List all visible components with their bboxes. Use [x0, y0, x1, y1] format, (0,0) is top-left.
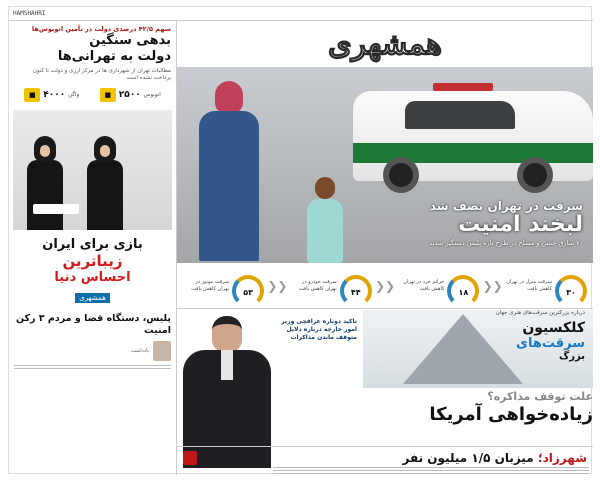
- diplomacy-headline[interactable]: [273, 390, 593, 425]
- police-car: [353, 91, 593, 181]
- louvre-headline: [516, 320, 585, 362]
- band-badge-icon: [183, 451, 197, 465]
- louvre-line3: بزرگ: [559, 351, 585, 362]
- crime-stats-row: [177, 263, 593, 309]
- woman-figure: [199, 81, 259, 263]
- louvre-story[interactable]: [363, 310, 593, 388]
- promo-tag: [33, 204, 79, 214]
- promo-photo[interactable]: [13, 110, 172, 230]
- figure-bus: [100, 88, 161, 102]
- gauge-icon: ۱۸: [447, 275, 479, 297]
- stat-item: [183, 275, 264, 297]
- light-bar: [433, 83, 493, 91]
- stat-item: [398, 275, 479, 297]
- figure-metro: [24, 88, 79, 102]
- hero-headline-block: [429, 199, 583, 247]
- stat-label: جرائم خرد در تهران کاهش یافت: [403, 279, 445, 292]
- car-window: [405, 101, 515, 129]
- wheel-icon: [517, 157, 553, 193]
- louvre-kicker: درباره بزرگترین سرقت‌های هنری جهان: [495, 310, 585, 316]
- promo-person-right: [87, 136, 123, 230]
- hero-title: لبخند امنیت: [458, 212, 583, 237]
- gauge-icon: ۴۴: [340, 275, 372, 297]
- band-prefix: شهرزاد؛: [537, 450, 587, 465]
- hero-photo[interactable]: [177, 67, 593, 263]
- lower-section: [177, 310, 593, 475]
- second-story-author: [14, 341, 171, 361]
- hero-subtitle: ۷۰ سارق خشن و مسلح در طرح تازه پلیس دستگیر شدند: [429, 239, 583, 248]
- band-text: میزبان ۱/۵ میلیون نفر: [402, 450, 534, 465]
- stat-label: سرقت خودرو در تهران کاهش یافت: [298, 279, 337, 292]
- chevron-left-icon: ❮❮: [267, 278, 288, 293]
- issue-info-left: HAMSHAHRI: [13, 10, 46, 17]
- hero-kicker: سرقت در تهران نصف شد: [429, 199, 583, 213]
- band-headline: [403, 451, 587, 465]
- figures-row: [14, 88, 171, 102]
- masthead-logo: همشهری: [328, 26, 442, 62]
- promo-brand-tag: همشهری: [75, 293, 110, 303]
- body-text-lines: [273, 467, 589, 475]
- left-column: [9, 21, 177, 475]
- promo-line2: زیباترین: [62, 252, 123, 271]
- stat-item: [506, 275, 587, 297]
- figure-bus-value: ۲۵۰۰: [118, 90, 141, 101]
- issue-info-strip: [9, 7, 593, 21]
- top-story[interactable]: [9, 21, 176, 104]
- top-story-headline-line2: دولت به تهرانی‌ها: [57, 49, 171, 65]
- wheel-icon: [383, 157, 419, 193]
- stat-label: سرقت منزل در تهران کاهش یافت: [506, 279, 552, 292]
- bottom-band[interactable]: [177, 446, 593, 468]
- side-note[interactable]: تاکید دوباره عراقچی وزیر امور خارجه درباره دلایل متوقف ماندن مذاکرات: [281, 318, 357, 342]
- newspaper-front-page: [8, 6, 592, 474]
- figure-bus-label: اتوبوس: [143, 92, 161, 99]
- gauge-icon: ۳۰: [555, 275, 587, 297]
- top-story-headline-line1: بدهی سنگین: [89, 33, 171, 48]
- second-story[interactable]: [14, 313, 171, 337]
- diplomacy-title: زیاده‌خواهی آمریکا: [429, 404, 593, 425]
- diplomacy-kicker: علت توقف مذاکره؟: [487, 390, 593, 403]
- promo-line3: احساس دنیا: [54, 270, 131, 286]
- girl-figure: [307, 177, 343, 263]
- bus-icon: ■: [100, 88, 116, 102]
- figure-metro-label: واگن: [68, 92, 80, 99]
- pyramid-image: [403, 314, 523, 384]
- promo-line1: بازی برای ایران: [42, 237, 143, 253]
- top-story-kicker: سهم ۴۲/۵ درصدی دولت در تأمین اتوبوس‌ها: [31, 25, 171, 33]
- promo-headline[interactable]: [13, 234, 172, 307]
- body-text-lines: [14, 365, 171, 370]
- second-story-label: یادداشت: [131, 348, 149, 355]
- louvre-line2: سرقت‌های: [516, 336, 585, 351]
- chevron-left-icon: ❮❮: [482, 278, 503, 293]
- author-photo: [153, 341, 171, 361]
- main-column: [177, 21, 593, 475]
- chevron-left-icon: ❮❮: [374, 278, 396, 293]
- stat-label: سرقت موتور در تهران کاهش یافت: [191, 279, 230, 292]
- louvre-line1: کلکسیون: [522, 320, 585, 336]
- promo-person-left: [27, 136, 63, 230]
- second-story-headline: پلیس، دستگاه قضا و مردم ۳ رکن امنیت: [15, 313, 171, 337]
- top-story-summary: مطالبات تهران از شهرداری ها در مرکز ارزی و دولت تا کنون پرداخت نشده است: [32, 67, 171, 81]
- figure-metro-value: ۴۰۰۰: [43, 90, 66, 101]
- gauge-icon: ۵۳: [232, 275, 264, 297]
- metro-icon: ■: [24, 88, 40, 102]
- stat-item: [291, 275, 372, 297]
- masthead: [177, 21, 593, 67]
